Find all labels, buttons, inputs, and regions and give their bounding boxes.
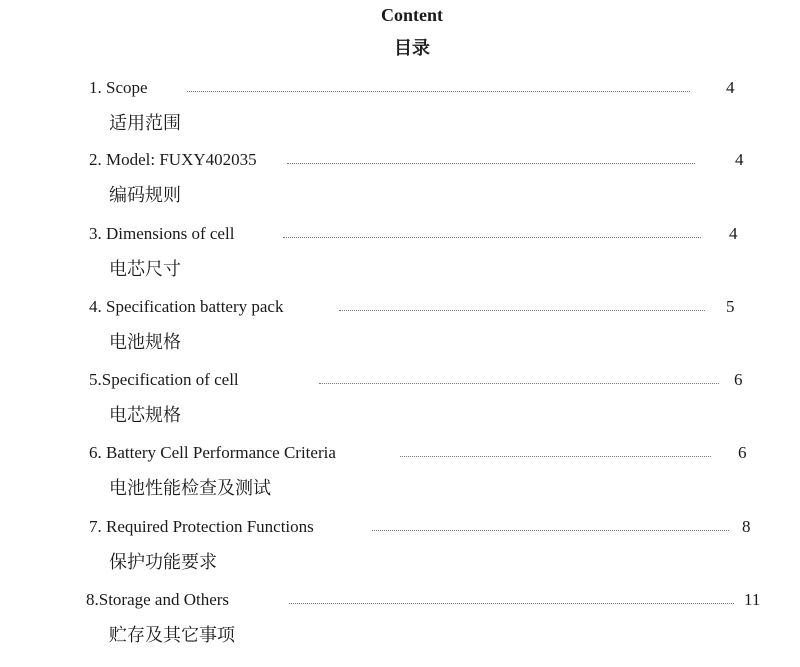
toc-subtitle: 目录 <box>394 38 430 59</box>
toc-entry-page[interactable]: 6 <box>734 370 743 389</box>
toc-entry-title[interactable]: 7. Required Protection Functions <box>89 517 314 536</box>
dot-leader <box>187 91 690 92</box>
dot-leader <box>400 456 711 457</box>
toc-entry-row[interactable] <box>0 443 800 463</box>
toc-entry-page[interactable]: 8 <box>742 517 751 536</box>
toc-entry-1[interactable] <box>0 78 800 148</box>
toc-entry-row[interactable] <box>0 297 800 317</box>
dot-leader <box>283 237 701 238</box>
toc-entry-title[interactable]: 5.Specification of cell <box>89 370 239 389</box>
toc-entry-page[interactable]: 11 <box>744 590 761 609</box>
toc-entry-cn-title: 电芯尺寸 <box>109 259 181 280</box>
toc-entry-row[interactable] <box>0 150 800 170</box>
toc-entry-page[interactable]: 4 <box>726 78 735 97</box>
dot-leader <box>287 163 695 164</box>
toc-entry-row[interactable] <box>0 590 800 610</box>
toc-entry-cn-title: 贮存及其它事项 <box>109 625 235 646</box>
toc-entry-3[interactable] <box>0 224 800 294</box>
toc-entry-title[interactable]: 1. Scope <box>89 78 148 97</box>
toc-entry-cn-title: 电芯规格 <box>109 405 181 426</box>
dot-leader <box>319 383 719 384</box>
toc-entry-page[interactable]: 5 <box>726 297 735 316</box>
toc-entry-title[interactable]: 3. Dimensions of cell <box>89 224 235 243</box>
toc-entry-cn-title: 电池规格 <box>109 332 181 353</box>
toc-entry-6[interactable] <box>0 443 800 513</box>
toc-entry-cn-title: 适用范围 <box>109 113 181 134</box>
toc-entry-5[interactable] <box>0 370 800 440</box>
toc-entry-cn-title: 保护功能要求 <box>109 552 217 573</box>
toc-title: Content <box>381 5 443 25</box>
dot-leader <box>372 530 729 531</box>
toc-entry-cn-title: 电池性能检查及测试 <box>109 478 271 499</box>
toc-entry-7[interactable] <box>0 517 800 587</box>
toc-entry-8[interactable] <box>0 590 800 660</box>
toc-entry-4[interactable] <box>0 297 800 367</box>
dot-leader <box>339 310 705 311</box>
toc-entry-row[interactable] <box>0 517 800 537</box>
toc-entry-title[interactable]: 8.Storage and Others <box>86 590 230 609</box>
toc-entry-2[interactable] <box>0 150 800 220</box>
toc-entry-title[interactable]: 4. Specification battery pack <box>89 297 284 316</box>
toc-entry-row[interactable] <box>0 224 800 244</box>
toc-entry-cn-title: 编码规则 <box>109 185 181 206</box>
toc-entry-title[interactable]: 6. Battery Cell Performance Criteria <box>89 443 336 462</box>
toc-entry-title[interactable]: 2. Model: FUXY402035 <box>89 150 257 169</box>
toc-entry-page[interactable]: 4 <box>735 150 744 169</box>
toc-entry-page[interactable]: 6 <box>738 443 747 462</box>
toc-entry-page[interactable]: 4 <box>729 224 738 243</box>
toc-entry-row[interactable] <box>0 370 800 390</box>
toc-entry-row[interactable] <box>0 78 800 98</box>
dot-leader <box>289 603 734 604</box>
